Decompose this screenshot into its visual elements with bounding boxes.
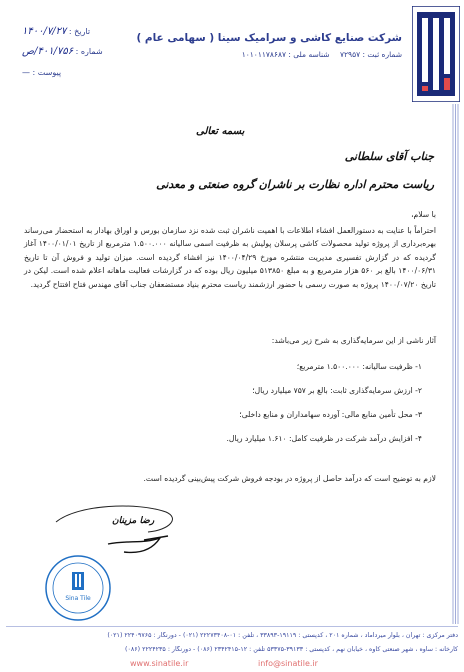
closing-note: لازم به توضیح است که درآمد حاصل از پروژه در بودجه فروش شرکت پیش‌بینی گردیده است.	[143, 474, 436, 483]
list-item-2: ۲- ارزش سرمایه‌گذاری ثابت: بالغ بر ۷۵۷ میلیارد ریال؛	[252, 386, 422, 395]
list-item-3: ۳- محل تأمین منابع مالی: آورده سهامداران و منابع داخلی؛	[239, 410, 422, 419]
date-value: ۱۴۰۰/۷/۲۷	[22, 26, 67, 37]
company-name: شرکت صنایع کاشی و سرامیک سینا ( سهامی عام )	[136, 32, 402, 44]
list-intro: آثار ناشی از این سرمایه‌گذاری به شرح زیر می‌باشد:	[271, 336, 436, 345]
date-field	[22, 26, 90, 37]
stamp-brand: Sina Tile	[65, 595, 91, 602]
attachment-field: پیوست : —	[22, 68, 62, 77]
company-stamp	[44, 554, 112, 622]
footer-office-address: دفتر مرکزی : تهران ، بلوار میرداماد ، شماره ۲۰۱ ، کدپستی : ۱۹۱۱۹-۳۳۸۹۳ ، تلفن : ۰۱-۲۲۲۷۳۴۰۸ (۰۲۱) - دورنگار : ۲۲۴۰۹۷۶۵ (۰۲۱)	[107, 632, 458, 639]
company-logo	[412, 6, 460, 102]
registration-number: شماره ثبت : ۷۲۹۵۷	[339, 50, 402, 59]
side-decoration	[452, 104, 460, 624]
registration-line	[234, 50, 402, 59]
national-id: شناسه ملی : ۱۰۱۰۱۱۷۸۶۸۷	[241, 50, 330, 59]
list-item-4: ۴- افزایش درآمد شرکت در ظرفیت کامل: ۱.۶۱۰ میلیارد ریال.	[226, 434, 422, 443]
number-value: ۴۰۱/۷۵۶/ص	[22, 46, 74, 57]
number-label: شماره :	[75, 47, 103, 56]
list-item-1: ۱- ظرفیت سالیانه: ۱.۵۰۰.۰۰۰ مترمربع؛	[296, 362, 422, 371]
date-label: تاریخ :	[68, 27, 91, 36]
footer-divider	[6, 626, 458, 627]
footer-factory-address: کارخانه : ساوه ، شهر صنعتی کاوه ، خیابان نهم ، کدپستی : ۳۹۱۳۳-۵۳۳۷۵ تلفن : ۱۲-۲۳۴۲۴۱۵ (۰۸۶) - دورنگار : ۲۲۲۴۲۳۵ (۰۸۶)	[125, 646, 458, 653]
body-paragraph: احتراماً با عنایت به دستورالعمل افشاء اطلاعات با اهمیت ناشران ثبت شده نزد سازمان بورس و اوراق بهادار به استحضار می‌رساند بهره‌برداری از پروژه تولید محصولات کاشی پرسلان پولیش به ظرفیت اسمی سالیانه ۱.۵۰۰.۰۰۰ مترمربع از تاریخ ۱۴۰۰/۰۱/۰۱ آغاز گردیده که در گزارش تفسیری مدیریت منتشره مورخ ۱۴۰۰/۰۴/۲۹ نیز افشاء گردیده است. میزان تولید و فروش آن تا تاریخ ۱۴۰۰/۰۶/۳۱ بالغ بر ۵۶۰ هزار مترمربع و به مبلغ ۵۱۳۸۵۰ میلیون ریال بوده که در گزارشات فعالیت ماهانه اعلام شده است. لیکن در تاریخ ۱۴۰۰/۰۷/۲۰ پروژه به صورت رسمی با حضور ارزشمند ریاست محترم بنیاد مستضعفان جناب آقای مهندس فتاح افتتاح گردید.	[24, 226, 437, 289]
basmala: بسمه تعالی	[196, 126, 245, 137]
signer-name: رضا مزینان	[112, 516, 155, 526]
number-field	[22, 46, 103, 57]
footer-website[interactable]: www.sinatile.ir	[130, 659, 189, 668]
greeting: با سلام،	[411, 210, 436, 219]
salutation: جناب آقای سلطانی	[344, 150, 434, 163]
footer-email[interactable]: info@sinatile.ir	[258, 659, 318, 668]
recipient-title: ریاست محترم اداره نظارت بر ناشران گروه صنعتی و معدنی	[156, 178, 434, 191]
